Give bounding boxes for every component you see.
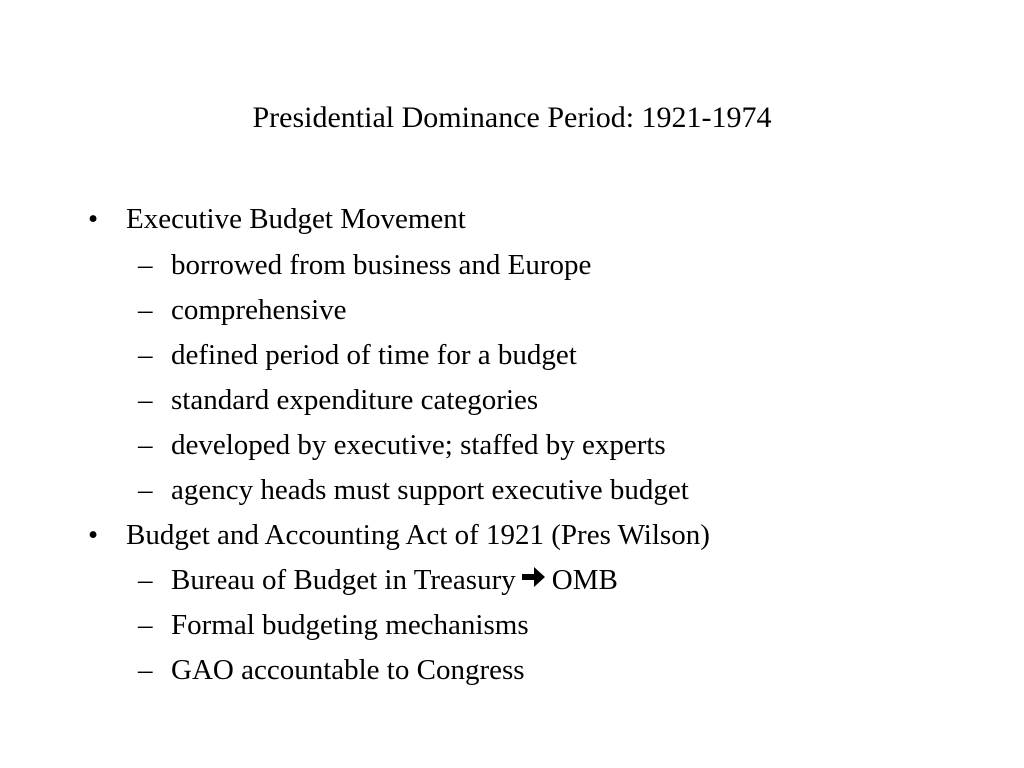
dash-glyph: – — [138, 564, 153, 596]
dash-glyph: – — [138, 474, 153, 506]
sub-bullet — [138, 427, 666, 463]
sub-bullet — [138, 337, 577, 373]
dash-glyph: – — [138, 249, 153, 281]
sub-bullet — [138, 652, 525, 688]
sub-bullet-text: GAO accountable to Congress — [171, 654, 525, 686]
bullet-text: Executive Budget Movement — [126, 203, 466, 235]
sub-bullet — [138, 292, 347, 328]
sub-bullet — [138, 562, 618, 600]
sub-bullet — [138, 382, 539, 418]
sub-bullet — [138, 247, 592, 283]
dash-glyph: – — [138, 654, 153, 686]
bullet-glyph: • — [88, 519, 99, 551]
sub-bullet-text: developed by executive; staffed by experts — [171, 429, 666, 461]
sub-bullet-text: defined period of time for a budget — [171, 339, 577, 371]
sub-bullet-text: comprehensive — [171, 294, 347, 326]
sub-bullet-text-before: Bureau of Budget in Treasury — [171, 564, 516, 596]
dash-glyph: – — [138, 609, 153, 641]
sub-bullet-text: standard expenditure categories — [171, 384, 539, 416]
sub-bullet-text: Formal budgeting mechanisms — [171, 609, 529, 641]
bullet-glyph: • — [88, 203, 99, 235]
sub-bullet-text: borrowed from business and Europe — [171, 249, 592, 281]
dash-glyph: – — [138, 339, 153, 371]
sub-bullet — [138, 607, 529, 643]
dash-glyph: – — [138, 294, 153, 326]
sub-bullet-text-after: OMB — [551, 564, 618, 596]
sub-bullet — [138, 472, 689, 508]
right-arrow-icon — [522, 561, 546, 597]
dash-glyph: – — [138, 429, 153, 461]
bullet-executive-budget-movement — [88, 201, 466, 237]
dash-glyph: – — [138, 384, 153, 416]
bullet-text: Budget and Accounting Act of 1921 (Pres Wilson) — [126, 519, 710, 551]
slide-title: Presidential Dominance Period: 1921-1974 — [252, 101, 772, 134]
bullet-budget-and-accounting-act — [88, 517, 710, 553]
sub-bullet-text: agency heads must support executive budget — [171, 474, 689, 506]
